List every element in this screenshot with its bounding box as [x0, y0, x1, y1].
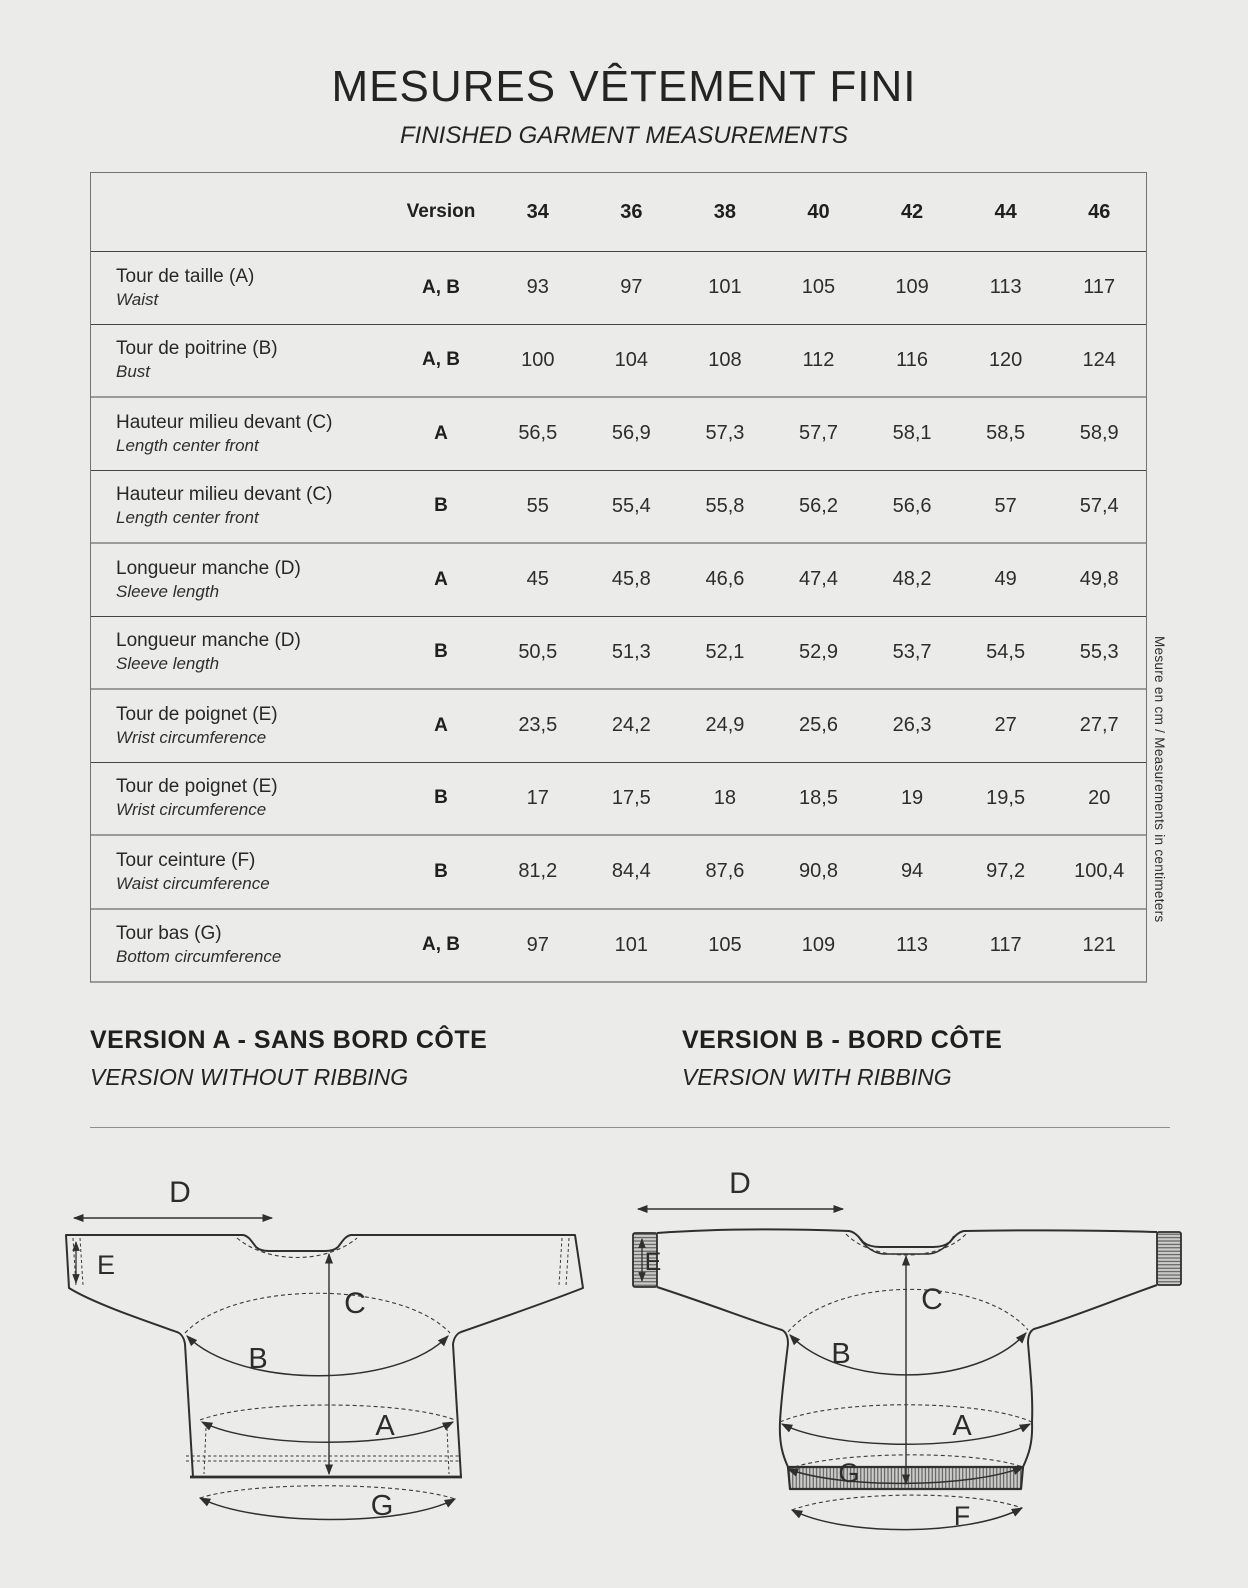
section-divider — [90, 1127, 1170, 1128]
size-column-header: 44 — [994, 200, 1017, 223]
row-value: 55,8 — [705, 494, 745, 517]
row-value: 124 — [1082, 348, 1116, 371]
row-value: 94 — [900, 860, 924, 883]
row-value: 56,5 — [518, 422, 558, 445]
row-label-fr: Hauteur milieu devant (C) — [116, 411, 333, 433]
row-value: 117 — [989, 933, 1022, 956]
row-value: 58,1 — [892, 422, 932, 445]
row-value: 49,8 — [1079, 568, 1119, 591]
garment-top-outline — [657, 1229, 1157, 1247]
garment-outline — [66, 1235, 583, 1477]
row-label-en: Sleeve length — [116, 654, 220, 674]
label-c: C — [921, 1283, 943, 1316]
row-version: A — [434, 422, 448, 444]
label-g: G — [838, 1458, 860, 1488]
row-label-en: Length center front — [116, 508, 259, 528]
row-label-en: Bust — [116, 362, 151, 382]
row-value: 45 — [526, 568, 549, 591]
right-cuff-stitching — [559, 1238, 569, 1286]
row-value: 25,6 — [799, 714, 838, 737]
row-label-fr: Longueur manche (D) — [116, 557, 301, 579]
row-label-fr: Tour de taille (A) — [116, 265, 255, 287]
row-value: 93 — [526, 276, 549, 299]
bust-ellipse-arrow — [790, 1333, 1026, 1375]
size-column-header: 46 — [1088, 200, 1111, 223]
row-value: 116 — [896, 348, 928, 371]
row-value: 27 — [994, 714, 1017, 737]
garment-right-outline — [1023, 1285, 1157, 1467]
row-value: 17 — [526, 786, 549, 809]
row-value: 45,8 — [611, 568, 651, 591]
row-label-en: Waist circumference — [116, 873, 270, 893]
row-value: 105 — [708, 933, 742, 956]
row-value: 101 — [708, 276, 742, 299]
row-version: A, B — [422, 349, 460, 371]
back-neckline-dashed — [237, 1238, 357, 1258]
size-column-header: 38 — [713, 200, 737, 223]
row-label — [91, 252, 391, 324]
row-value: 24,9 — [705, 714, 745, 737]
table-row — [91, 544, 1146, 617]
row-value: 57 — [994, 494, 1017, 517]
row-label — [91, 910, 391, 982]
row-label-en: Wrist circumference — [116, 800, 267, 820]
left-cuff-stitching — [73, 1238, 83, 1286]
row-value: 109 — [895, 276, 929, 299]
row-value: 101 — [614, 933, 649, 956]
label-a: A — [952, 1410, 972, 1442]
row-label — [91, 471, 391, 543]
table-row — [91, 398, 1146, 471]
version-a-heading-en: VERSION WITHOUT RIBBING — [90, 1064, 409, 1090]
row-value: 113 — [896, 933, 928, 956]
label-d: D — [729, 1167, 751, 1200]
bust-ellipse-dashed — [185, 1293, 450, 1333]
row-label-en: Bottom circumference — [116, 947, 282, 967]
row-value: 19 — [900, 786, 924, 809]
row-value: 87,6 — [705, 860, 745, 883]
row-value: 50,5 — [518, 640, 558, 663]
row-label-en: Sleeve length — [116, 581, 220, 601]
row-value: 55 — [526, 494, 549, 517]
version-b-heading-en: VERSION WITH RIBBING — [682, 1064, 952, 1090]
side-note: Mesure en cm / Measurements in centimeters — [1152, 636, 1167, 923]
row-value: 108 — [708, 348, 742, 371]
row-value: 56,9 — [611, 422, 651, 445]
row-value: 113 — [989, 276, 1022, 299]
bust-ellipse-dashed — [788, 1289, 1028, 1332]
row-version: B — [434, 641, 448, 663]
table-row — [91, 763, 1146, 837]
title-block — [0, 62, 1248, 150]
row-label-fr: Tour de poignet (E) — [116, 703, 278, 725]
label-a: A — [375, 1410, 395, 1442]
row-value: 26,3 — [892, 714, 932, 737]
row-value: 18 — [713, 786, 737, 809]
row-value: 55,3 — [1079, 640, 1119, 663]
row-value: 112 — [802, 348, 835, 371]
table-row — [91, 910, 1146, 982]
table-body — [91, 252, 1146, 981]
table-header-row — [91, 173, 1146, 252]
row-value: 97 — [526, 933, 549, 956]
row-version: A — [434, 568, 448, 590]
row-value: 23,5 — [518, 714, 558, 737]
measurement-table — [90, 172, 1147, 983]
row-label — [91, 763, 391, 835]
row-value: 97 — [620, 276, 643, 299]
row-value: 58,9 — [1079, 422, 1119, 445]
row-value: 57,4 — [1079, 494, 1119, 517]
label-b: B — [831, 1338, 851, 1370]
page-subtitle: FINISHED GARMENT MEASUREMENTS — [399, 122, 849, 149]
row-value: 19,5 — [986, 786, 1026, 809]
row-value: 121 — [1082, 933, 1116, 956]
diagram-version-a — [40, 1150, 600, 1588]
waist-ellipse-arrow — [202, 1422, 453, 1442]
size-column-header: 36 — [620, 200, 643, 223]
label-e: E — [96, 1250, 116, 1280]
table-row — [91, 325, 1146, 399]
row-value: 55,4 — [611, 494, 651, 517]
band-circumference-dashed — [792, 1495, 1022, 1510]
size-column-header: 42 — [900, 200, 924, 223]
row-label-en: Wrist circumference — [116, 727, 267, 747]
table-row — [91, 252, 1146, 325]
label-f: F — [953, 1501, 971, 1531]
label-e: E — [644, 1248, 662, 1276]
row-label-fr: Tour bas (G) — [116, 923, 222, 945]
row-value: 53,7 — [892, 640, 932, 663]
row-value: 17,5 — [611, 786, 651, 809]
size-column-header: 34 — [526, 200, 549, 223]
row-version: B — [434, 495, 448, 517]
table-row — [91, 836, 1146, 910]
row-value: 104 — [614, 348, 649, 371]
version-a-heading — [90, 1026, 487, 1091]
page-title: MESURES VÊTEMENT FINI — [331, 62, 917, 111]
row-value: 51,3 — [611, 640, 651, 663]
bottom-ellipse-dashed — [200, 1486, 455, 1499]
row-version: B — [434, 860, 448, 882]
row-value: 56,6 — [892, 494, 932, 517]
row-version: B — [434, 787, 448, 809]
row-value: 54,5 — [986, 640, 1026, 663]
row-label-en: Length center front — [116, 435, 259, 455]
row-value: 117 — [1083, 276, 1116, 299]
row-label — [91, 398, 391, 470]
row-label — [91, 617, 391, 689]
row-value: 49 — [994, 568, 1017, 591]
version-column-header: Version — [406, 201, 476, 222]
row-value: 57,3 — [705, 422, 745, 445]
size-column-header: 40 — [807, 200, 830, 223]
bottom-ellipse-arrow — [200, 1498, 455, 1520]
row-label-fr: Hauteur milieu devant (C) — [116, 484, 333, 506]
table-row — [91, 471, 1146, 545]
row-value: 20 — [1088, 786, 1111, 809]
row-value: 18,5 — [799, 786, 838, 809]
hem-stitching — [186, 1456, 460, 1461]
bust-ellipse-arrow — [187, 1336, 448, 1376]
row-value: 27,7 — [1079, 714, 1119, 737]
row-version: A — [434, 714, 448, 736]
neckband-inner-line — [858, 1236, 954, 1254]
label-g: G — [370, 1490, 394, 1522]
row-label — [91, 836, 391, 908]
right-cuff-ribbing — [1157, 1232, 1181, 1285]
row-value: 57,7 — [799, 422, 838, 445]
row-value: 56,2 — [799, 494, 838, 517]
label-b: B — [248, 1343, 268, 1375]
row-version: A, B — [422, 276, 460, 298]
version-b-heading — [682, 1026, 1002, 1091]
version-a-heading-fr: VERSION A - SANS BORD CÔTE — [90, 1026, 488, 1054]
garment-left-outline — [657, 1287, 788, 1467]
label-d: D — [169, 1176, 191, 1209]
label-c: C — [344, 1287, 366, 1320]
row-value: 90,8 — [799, 860, 838, 883]
row-label — [91, 325, 391, 397]
empty-header-cell — [91, 173, 391, 251]
row-value: 100 — [521, 348, 555, 371]
table-row — [91, 617, 1146, 691]
row-value: 100,4 — [1074, 860, 1125, 883]
row-value: 47,4 — [799, 568, 838, 591]
row-value: 24,2 — [611, 714, 651, 737]
band-circumference-arrow — [792, 1508, 1022, 1530]
table-row — [91, 690, 1146, 763]
row-value: 81,2 — [518, 860, 558, 883]
row-label — [91, 544, 391, 616]
row-version: A, B — [422, 934, 460, 956]
row-label-fr: Tour ceinture (F) — [116, 849, 256, 871]
row-value: 46,6 — [705, 568, 745, 591]
row-value: 120 — [988, 348, 1023, 371]
diagram-version-b — [625, 1148, 1185, 1588]
row-label-fr: Tour de poignet (E) — [116, 776, 278, 798]
waist-ellipse-dashed — [200, 1405, 455, 1420]
version-b-heading-fr: VERSION B - BORD CÔTE — [682, 1026, 1003, 1054]
row-value: 58,5 — [986, 422, 1026, 445]
row-value: 84,4 — [611, 860, 651, 883]
row-value: 52,9 — [799, 640, 838, 663]
row-value: 52,1 — [705, 640, 745, 663]
row-value: 48,2 — [892, 568, 932, 591]
row-value: 97,2 — [986, 860, 1026, 883]
row-value: 105 — [801, 276, 836, 299]
row-label-fr: Longueur manche (D) — [116, 630, 301, 652]
row-label-en: Waist — [116, 289, 159, 309]
row-value: 109 — [801, 933, 836, 956]
row-label-fr: Tour de poitrine (B) — [116, 338, 278, 360]
row-label — [91, 690, 391, 762]
